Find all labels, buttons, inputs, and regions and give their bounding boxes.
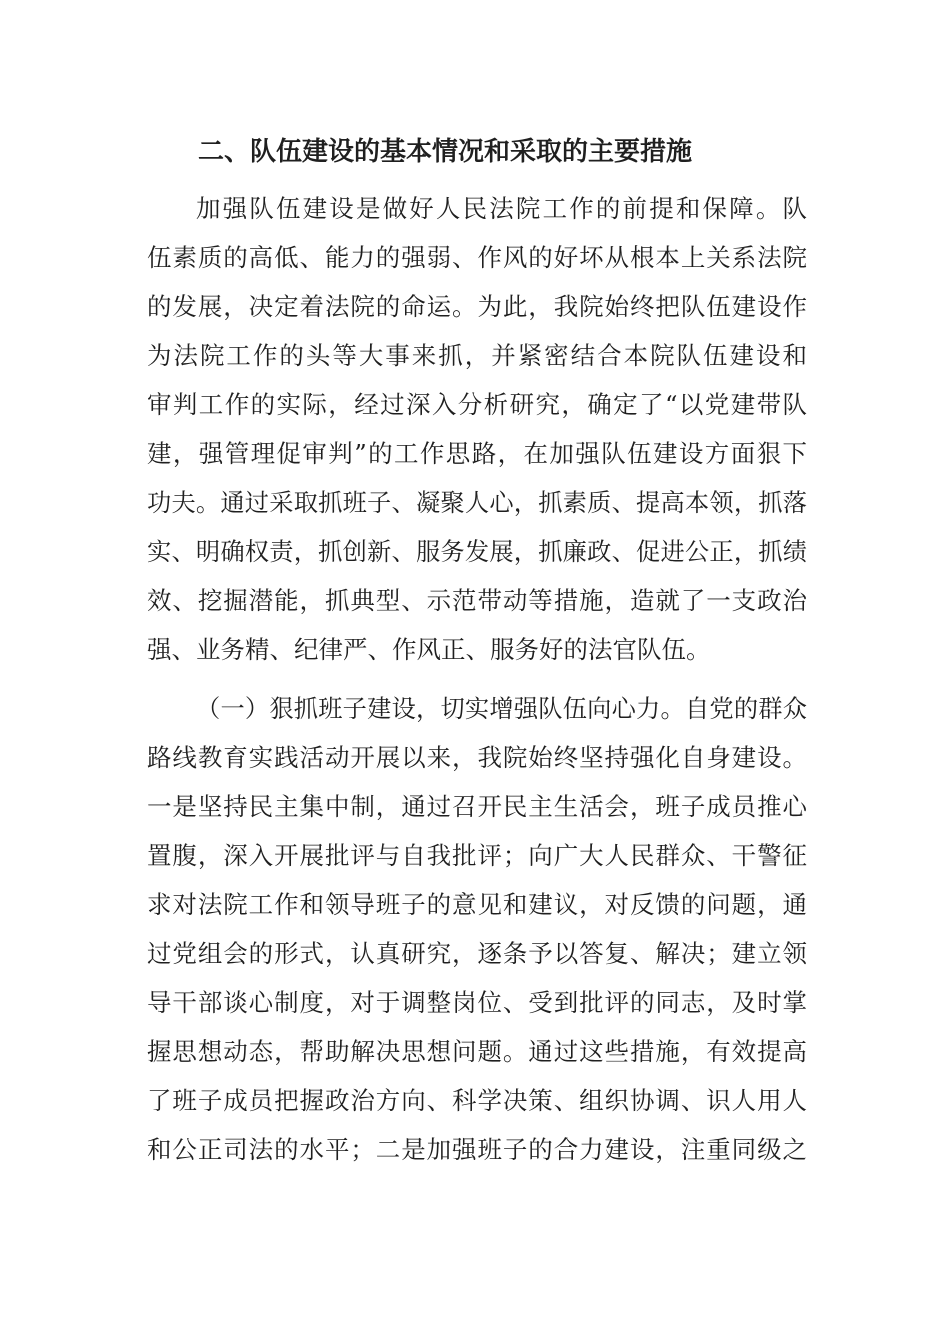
paragraph-2-line-3: 一是坚持民主集中制，通过召开民主生活会，班子成员推心 — [147, 792, 807, 821]
paragraph-2-line-6: 过党组会的形式，认真研究，逐条予以答复、解决；建立领 — [147, 939, 807, 968]
paragraph-2-line-10: 和公正司法的水平；二是加强班子的合力建设，注重同级之 — [147, 1135, 807, 1164]
paragraph-2-line-1: （一）狠抓班子建设，切实增强队伍向心力。自党的群众 — [196, 694, 807, 723]
paragraph-1-line-2: 伍素质的高低、能力的强弱、作风的好坏从根本上关系法院 — [147, 243, 807, 272]
paragraph-1-line-6: 建，强管理促审判”的工作思路，在加强队伍建设方面狠下 — [147, 439, 807, 468]
paragraph-1-line-4: 为法院工作的头等大事来抓，并紧密结合本院队伍建设和 — [147, 341, 807, 370]
paragraph-1-line-10: 强、业务精、纪律严、作风正、服务好的法官队伍。 — [147, 635, 711, 664]
paragraph-1-line-1: 加强队伍建设是做好人民法院工作的前提和保障。队 — [196, 194, 807, 223]
paragraph-2-line-9: 了班子成员把握政治方向、科学决策、组织协调、识人用人 — [147, 1086, 807, 1115]
paragraph-2-line-8: 握思想动态，帮助解决思想问题。通过这些措施，有效提高 — [147, 1037, 807, 1066]
section-heading: 二、队伍建设的基本情况和采取的主要措施 — [198, 137, 693, 167]
paragraph-1-line-9: 效、挖掘潜能，抓典型、示范带动等措施，造就了一支政治 — [147, 586, 807, 615]
paragraph-2-line-7: 导干部谈心制度，对于调整岗位、受到批评的同志，及时掌 — [147, 988, 807, 1017]
paragraph-1-line-3: 的发展，决定着法院的命运。为此，我院始终把队伍建设作 — [147, 292, 807, 321]
paragraph-2-line-2: 路线教育实践活动开展以来，我院始终坚持强化自身建设。 — [147, 743, 807, 772]
paragraph-1-line-7: 功夫。通过采取抓班子、凝聚人心，抓素质、提高本领，抓落 — [147, 488, 807, 517]
paragraph-2-line-5: 求对法院工作和领导班子的意见和建议，对反馈的问题，通 — [147, 890, 807, 919]
paragraph-1-line-5: 审判工作的实际，经过深入分析研究，确定了“以党建带队 — [147, 390, 807, 419]
paragraph-2-line-4: 置腹，深入开展批评与自我批评；向广大人民群众、干警征 — [147, 841, 807, 870]
paragraph-1-line-8: 实、明确权责，抓创新、服务发展，抓廉政、促进公正，抓绩 — [147, 537, 807, 566]
